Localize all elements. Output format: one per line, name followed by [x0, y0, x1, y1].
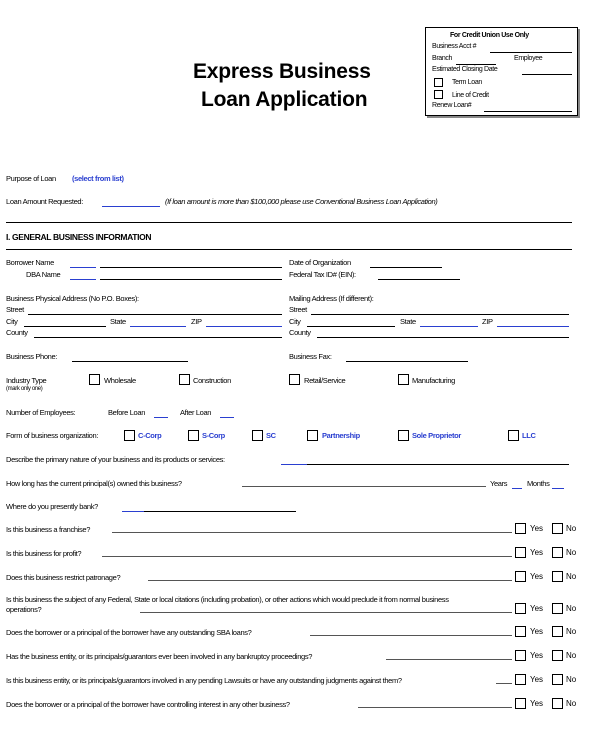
q-profit-yes-label: Yes: [530, 548, 544, 557]
org-ccorp-checkbox[interactable]: [124, 430, 135, 441]
section-rule-top: [6, 222, 572, 223]
q-controlling-interest-yes-label: Yes: [530, 699, 544, 708]
mailing-state-field[interactable]: [420, 326, 478, 327]
org-form-label: Form of business organization:: [6, 431, 99, 440]
org-scorp-checkbox[interactable]: [188, 430, 199, 441]
fed-tax-id-label: Federal Tax ID# (EIN):: [289, 270, 356, 279]
q-franchise-yes-label: Yes: [530, 524, 544, 533]
bank-field[interactable]: [144, 511, 296, 512]
physical-zip-label: ZIP: [191, 317, 202, 326]
how-long-label: How long has the current principal(s) owned this business?: [6, 479, 182, 488]
q-bankruptcy-no-checkbox[interactable]: [552, 650, 563, 661]
physical-county-field[interactable]: [34, 337, 282, 338]
q-franchise-label: Is this business a franchise?: [6, 525, 91, 534]
q-controlling-interest-label: Does the borrower or a principal of the borrower have controlling interest in any other business?: [6, 700, 290, 709]
borrower-name-field[interactable]: [100, 267, 282, 268]
dba-name-field[interactable]: [100, 279, 282, 280]
physical-county-label: County: [6, 328, 28, 337]
q-bankruptcy-label: Has the business entity, or its principals/guarantors ever been involved in any bankruptcy proceedings?: [6, 652, 313, 661]
q-controlling-interest-no-checkbox[interactable]: [552, 698, 563, 709]
org-partnership-checkbox[interactable]: [307, 430, 318, 441]
mailing-city-label: City: [289, 317, 301, 326]
business-fax-label: Business Fax:: [289, 352, 332, 361]
q-citations-yes-checkbox[interactable]: [515, 603, 526, 614]
q-bankruptcy-leader: [386, 659, 512, 660]
business-phone-label: Business Phone:: [6, 352, 58, 361]
q-bankruptcy-yes-checkbox[interactable]: [515, 650, 526, 661]
mailing-street-field[interactable]: [311, 314, 569, 315]
q-profit-yes-checkbox[interactable]: [515, 547, 526, 558]
years-field[interactable]: [512, 488, 522, 489]
industry-retail-label: Retail/Service: [304, 376, 346, 385]
q-lawsuits-label: Is this business entity, or its principals/guarantors involved in any pending Lawsuits or have any outstanding judgments against them?: [6, 676, 402, 685]
physical-street-label: Street: [6, 305, 24, 314]
q-citations-yes-label: Yes: [530, 604, 544, 613]
describe-business-field[interactable]: [307, 464, 569, 465]
q-patronage-label: Does this business restrict patronage?: [6, 573, 121, 582]
mailing-city-field[interactable]: [307, 326, 395, 327]
bank-label: Where do you presently bank?: [6, 502, 98, 511]
org-sole-proprietor-label: Sole Proprietor: [412, 431, 461, 440]
months-label: Months: [527, 479, 550, 488]
physical-zip-field[interactable]: [206, 326, 282, 327]
renew-loan-label: Renew Loan#: [432, 102, 472, 109]
mailing-zip-label: ZIP: [482, 317, 493, 326]
industry-retail-checkbox[interactable]: [289, 374, 300, 385]
how-long-leader: [242, 486, 486, 487]
loan-amount-note: (If loan amount is more than $100,000 please use Conventional Business Loan Application): [165, 197, 438, 206]
q-citations-no-label: No: [566, 604, 577, 613]
q-patronage-no-checkbox[interactable]: [552, 571, 563, 582]
mailing-address-label: Mailing Address (If different):: [289, 294, 374, 303]
q-lawsuits-leader: [496, 683, 512, 684]
dba-name-prefix-field[interactable]: [70, 279, 96, 280]
years-label: Years: [490, 479, 508, 488]
industry-type-label: Industry Type: [6, 376, 47, 385]
q-patronage-yes-checkbox[interactable]: [515, 571, 526, 582]
describe-business-prefix-field[interactable]: [281, 464, 307, 465]
org-scorp-label: S-Corp: [202, 431, 225, 440]
business-acct-label: Business Acct #: [432, 43, 477, 50]
borrower-name-prefix-field[interactable]: [70, 267, 96, 268]
employees-before-label: Before Loan: [108, 408, 146, 417]
credit-box-heading: For Credit Union Use Only: [450, 32, 529, 39]
org-llc-label: LLC: [522, 431, 536, 440]
months-field[interactable]: [552, 488, 564, 489]
industry-manufacturing-label: Manufacturing: [412, 376, 455, 385]
q-lawsuits-no-checkbox[interactable]: [552, 674, 563, 685]
term-loan-label: Term Loan: [452, 79, 482, 86]
q-sba-no-checkbox[interactable]: [552, 626, 563, 637]
org-sole-proprietor-checkbox[interactable]: [398, 430, 409, 441]
loan-amount-field[interactable]: [102, 206, 160, 207]
q-lawsuits-no-label: No: [566, 675, 577, 684]
business-fax-field[interactable]: [346, 361, 468, 362]
q-bankruptcy-no-label: No: [566, 651, 577, 660]
q-lawsuits-yes-label: Yes: [530, 675, 544, 684]
q-patronage-no-label: No: [566, 572, 577, 581]
dba-name-label: DBA Name: [26, 270, 61, 279]
org-sc-checkbox[interactable]: [252, 430, 263, 441]
mailing-street-label: Street: [289, 305, 307, 314]
loan-amount-label: Loan Amount Requested:: [6, 197, 83, 206]
purpose-select-link[interactable]: (select from list): [72, 174, 124, 183]
mailing-county-label: County: [289, 328, 311, 337]
estimated-closing-label: Estimated Closing Date: [432, 66, 498, 73]
physical-state-field[interactable]: [130, 326, 186, 327]
page-title-line-2: Loan Application: [201, 88, 368, 111]
purpose-label: Purpose of Loan: [6, 174, 56, 183]
industry-construction-label: Construction: [193, 376, 231, 385]
industry-type-sub: (mark only one): [6, 386, 43, 392]
estimated-closing-line[interactable]: [522, 74, 544, 75]
employees-after-field[interactable]: [220, 417, 234, 418]
q-profit-no-label: No: [566, 548, 577, 557]
q-franchise-no-label: No: [566, 524, 577, 533]
q-franchise-yes-checkbox[interactable]: [515, 523, 526, 534]
borrower-name-label: Borrower Name: [6, 258, 54, 267]
renew-loan-line[interactable]: [484, 111, 572, 112]
org-llc-checkbox[interactable]: [508, 430, 519, 441]
employees-before-field[interactable]: [154, 417, 168, 418]
physical-city-field[interactable]: [24, 326, 106, 327]
section-heading: I. GENERAL BUSINESS INFORMATION: [6, 232, 152, 242]
q-lawsuits-yes-checkbox[interactable]: [515, 674, 526, 685]
term-loan-checkbox[interactable]: [434, 78, 443, 87]
mailing-zip-field[interactable]: [497, 326, 569, 327]
q-franchise-leader: [112, 532, 512, 533]
q-profit-leader: [102, 556, 512, 557]
org-ccorp-label: C-Corp: [138, 431, 162, 440]
page-title-line-1: Express Business: [193, 60, 371, 83]
q-profit-label: Is this business for profit?: [6, 549, 82, 558]
industry-manufacturing-checkbox[interactable]: [398, 374, 409, 385]
industry-wholesale-checkbox[interactable]: [89, 374, 100, 385]
employee-label: Employee: [514, 55, 543, 62]
physical-address-label: Business Physical Address (No P.O. Boxes):: [6, 294, 139, 303]
describe-business-label: Describe the primary nature of your business and its products or services:: [6, 455, 225, 464]
q-sba-no-label: No: [566, 627, 577, 636]
q-franchise-no-checkbox[interactable]: [552, 523, 563, 534]
q-controlling-interest-yes-checkbox[interactable]: [515, 698, 526, 709]
industry-construction-checkbox[interactable]: [179, 374, 190, 385]
q-sba-leader: [310, 635, 512, 636]
line-of-credit-label: Line of Credit: [452, 92, 489, 99]
q-sba-yes-label: Yes: [530, 627, 544, 636]
q-citations-leader: [140, 612, 512, 613]
org-sc-label: SC: [266, 431, 276, 440]
date-of-org-field[interactable]: [370, 267, 442, 268]
employee-line[interactable]: [544, 74, 572, 75]
credit-union-box: [425, 27, 578, 116]
q-profit-no-checkbox[interactable]: [552, 547, 563, 558]
date-of-org-label: Date of Organization: [289, 258, 351, 267]
business-acct-line[interactable]: [490, 52, 572, 53]
q-controlling-interest-leader: [358, 707, 512, 708]
section-rule-bottom: [6, 249, 572, 250]
employees-label: Number of Employees:: [6, 408, 76, 417]
physical-city-label: City: [6, 317, 18, 326]
q-citations-no-checkbox[interactable]: [552, 603, 563, 614]
line-of-credit-checkbox[interactable]: [434, 90, 443, 99]
physical-street-field[interactable]: [28, 314, 282, 315]
q-sba-label: Does the borrower or a principal of the borrower have any outstanding SBA loans?: [6, 628, 252, 637]
industry-wholesale-label: Wholesale: [104, 376, 136, 385]
q-patronage-yes-label: Yes: [530, 572, 544, 581]
q-bankruptcy-yes-label: Yes: [530, 651, 544, 660]
fed-tax-id-field[interactable]: [378, 279, 460, 280]
mailing-state-label: State: [400, 317, 416, 326]
branch-line[interactable]: [456, 64, 496, 65]
q-sba-yes-checkbox[interactable]: [515, 626, 526, 637]
q-controlling-interest-no-label: No: [566, 699, 577, 708]
bank-prefix-field[interactable]: [122, 511, 144, 512]
q-citations-label: Is this business the subject of any Federal, State or local citations (including probation), or other actions which would preclude it from normal business operations?: [6, 595, 449, 614]
employees-after-label: After Loan: [180, 408, 212, 417]
org-partnership-label: Partnership: [322, 431, 360, 440]
q-patronage-leader: [148, 580, 512, 581]
physical-state-label: State: [110, 317, 126, 326]
branch-label: Branch: [432, 55, 453, 62]
business-phone-field[interactable]: [72, 361, 188, 362]
mailing-county-field[interactable]: [317, 337, 569, 338]
